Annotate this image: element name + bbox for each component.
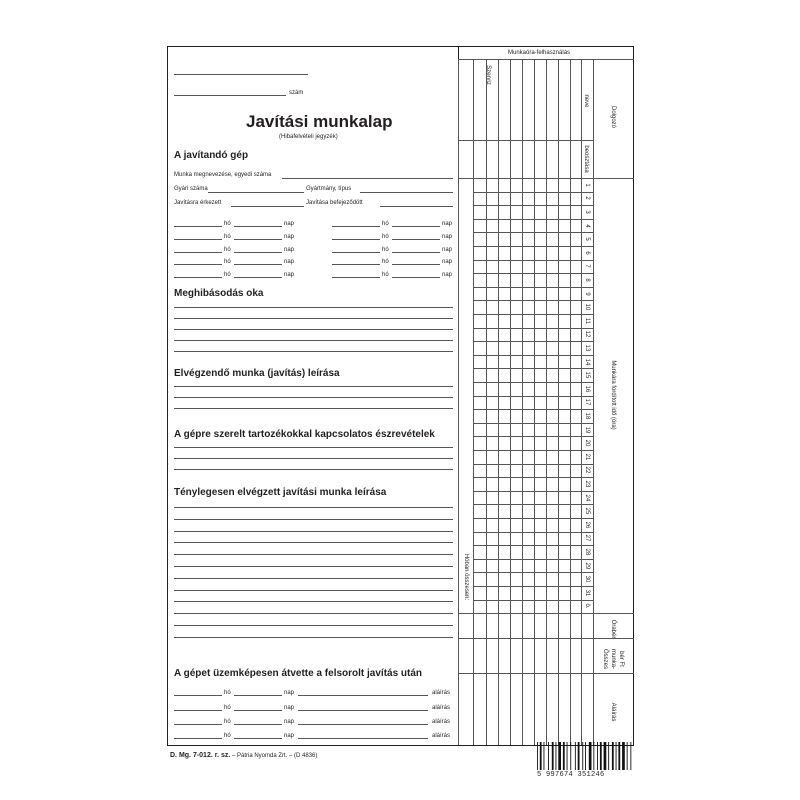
day-row-line xyxy=(473,436,593,437)
accept-day-field[interactable] xyxy=(234,738,282,739)
day-field[interactable] xyxy=(234,239,282,240)
day-row-line xyxy=(473,232,593,233)
arrived-field[interactable] xyxy=(231,206,304,207)
day-row-line xyxy=(473,382,593,383)
day-label: nap xyxy=(442,259,453,265)
day-field[interactable] xyxy=(234,252,282,253)
accept-month-field[interactable] xyxy=(174,695,222,696)
write-line[interactable] xyxy=(174,329,453,330)
day-row-line xyxy=(473,532,593,533)
finished-field[interactable] xyxy=(380,206,453,207)
registry-line xyxy=(174,74,308,75)
work-to-do-heading: Elvégzendő munka (javítás) leírása xyxy=(174,368,340,379)
day-row-line xyxy=(473,192,593,193)
grid-line xyxy=(458,638,634,639)
write-line[interactable] xyxy=(174,578,453,579)
write-line[interactable] xyxy=(174,542,453,543)
gang-label: Szerviz xyxy=(485,65,491,85)
day-row-line xyxy=(473,572,593,573)
machine-heading: A javítandó gép xyxy=(174,150,249,161)
signature-label: aláírás xyxy=(432,705,451,711)
barcode-bar xyxy=(548,742,549,770)
barcode-bar xyxy=(630,742,631,770)
accept-day-label: nap xyxy=(284,719,295,725)
day-row-line xyxy=(473,355,593,356)
grid-column-line xyxy=(458,59,459,745)
write-line[interactable] xyxy=(174,351,453,352)
barcode-bar xyxy=(558,742,561,770)
work-name-field[interactable] xyxy=(282,178,453,179)
barcode-bar xyxy=(540,742,542,770)
day-number: 30 xyxy=(584,575,590,583)
write-line[interactable] xyxy=(174,507,453,508)
day-row-line xyxy=(473,477,593,478)
day-row-line xyxy=(473,260,593,261)
write-line[interactable] xyxy=(174,554,453,555)
hours-label: Munkára fordított idő (óra) xyxy=(610,360,616,430)
write-line[interactable] xyxy=(174,613,453,614)
barcode-bar xyxy=(618,742,620,770)
day-number: 5 xyxy=(584,237,590,241)
ean-number: 5 997674 351246 xyxy=(537,771,605,779)
name-label: neve xyxy=(583,94,589,108)
grid-line xyxy=(458,140,581,141)
barcode-bar xyxy=(552,742,554,770)
day-label: nap xyxy=(442,234,453,240)
signature-label: aláírás xyxy=(432,719,451,725)
day-row-line xyxy=(473,586,593,587)
day-row-line xyxy=(473,518,593,519)
accept-day-label: nap xyxy=(284,705,295,711)
day-row-line xyxy=(473,504,593,505)
day-field[interactable] xyxy=(392,239,440,240)
day-number: 8 xyxy=(584,278,590,282)
month-field[interactable] xyxy=(174,252,222,253)
arrived-label: Javításra érkezett xyxy=(174,200,222,206)
day-field[interactable] xyxy=(234,264,282,265)
day-number: ö. xyxy=(584,603,590,609)
day-label: nap xyxy=(284,247,295,253)
month-label: hó xyxy=(382,247,389,253)
write-line[interactable] xyxy=(174,340,453,341)
day-label: nap xyxy=(442,272,453,278)
grid-column-line xyxy=(593,59,594,745)
day-number: 2 xyxy=(584,196,590,201)
fault-cause-heading: Meghibásodás oka xyxy=(174,288,264,299)
day-number: 14 xyxy=(584,358,590,365)
day-label: nap xyxy=(284,259,295,265)
work-name-label: Munka megnevezése, egyedi száma xyxy=(174,172,272,178)
grid-column-line xyxy=(473,59,474,745)
accept-month-label: hó xyxy=(224,719,231,725)
month-field[interactable] xyxy=(174,264,222,265)
day-number: 10 xyxy=(584,303,590,311)
signature-label: aláírás xyxy=(432,690,451,696)
grid-top-header: Munkaóra-felhasználás xyxy=(508,50,571,56)
day-row-line xyxy=(473,287,593,288)
month-label: hó xyxy=(382,234,389,240)
day-label: nap xyxy=(284,234,295,240)
day-number: 7 xyxy=(584,264,590,269)
day-label: nap xyxy=(284,221,295,227)
barcode-bar xyxy=(585,742,586,770)
day-number: 31 xyxy=(584,589,590,597)
day-row-line xyxy=(473,341,593,342)
finished-label: Javítása befejeződött xyxy=(306,200,363,206)
make-label: Gyártmány, típus xyxy=(306,186,352,192)
accept-day-label: nap xyxy=(284,733,295,739)
form-footer xyxy=(170,752,317,759)
grid-column-line xyxy=(522,59,523,745)
grid-column-line xyxy=(510,59,511,745)
day-field[interactable] xyxy=(392,264,440,265)
grid-line xyxy=(458,673,634,674)
accept-month-label: hó xyxy=(224,690,231,696)
accept-month-label: hó xyxy=(224,733,231,739)
day-row-line xyxy=(473,219,593,220)
day-field[interactable] xyxy=(234,226,282,227)
write-line[interactable] xyxy=(174,386,453,387)
day-row-line xyxy=(473,205,593,206)
day-number: 23 xyxy=(584,480,590,488)
month-label: hó xyxy=(224,221,231,227)
month-field[interactable] xyxy=(332,277,380,278)
month-field[interactable] xyxy=(332,239,380,240)
day-row-line xyxy=(473,559,593,560)
month-field[interactable] xyxy=(332,226,380,227)
day-field[interactable] xyxy=(392,277,440,278)
month-field[interactable] xyxy=(174,277,222,278)
write-line[interactable] xyxy=(174,408,453,409)
day-number: 16 xyxy=(584,385,590,393)
day-number: 1 xyxy=(584,183,590,187)
monthly-total-label: Hóban összesen: xyxy=(463,553,469,601)
day-number: 6 xyxy=(584,251,590,255)
month-label: hó xyxy=(224,247,231,253)
make-field[interactable] xyxy=(360,192,453,193)
signature-field[interactable] xyxy=(298,724,428,725)
barcode-bar xyxy=(622,742,625,770)
day-row-line xyxy=(473,600,593,601)
grid-column-line xyxy=(581,59,582,745)
barcode-bar xyxy=(556,742,557,770)
barcode-bar xyxy=(616,742,617,770)
work-done-heading: Ténylegesen elvégzett javítási munka leírása xyxy=(174,487,387,498)
accept-day-label: nap xyxy=(284,690,295,696)
accessories-heading: A gépre szerelt tartozékokkal kapcsolatos észrevételek xyxy=(174,429,435,440)
day-label: nap xyxy=(442,247,453,253)
barcode-bar xyxy=(567,742,568,770)
signature-label: aláírás xyxy=(432,733,451,739)
acceptance-heading: A gépet üzemképesen átvette a felsorolt javítás után xyxy=(174,668,423,679)
day-number: 11 xyxy=(584,317,590,324)
day-label: nap xyxy=(442,221,453,227)
number-label: szám xyxy=(289,90,304,96)
grid-line xyxy=(458,613,634,614)
serial-field[interactable] xyxy=(208,192,304,193)
accept-month-label: hó xyxy=(224,705,231,711)
grid-column-line xyxy=(546,59,547,745)
repair-worksheet-form xyxy=(167,46,634,746)
write-line[interactable] xyxy=(174,566,453,567)
day-number: 20 xyxy=(584,439,590,447)
day-row-line xyxy=(473,246,593,247)
day-number: 22 xyxy=(584,467,590,474)
day-number: 3 xyxy=(584,210,590,214)
day-row-line xyxy=(473,328,593,329)
barcode-bar xyxy=(578,742,580,770)
barcode-bar xyxy=(608,742,609,770)
day-field[interactable] xyxy=(392,252,440,253)
write-line[interactable] xyxy=(174,469,453,470)
day-number: 27 xyxy=(584,535,590,542)
total-wage-label-2: munka- xyxy=(610,648,616,670)
day-number: 21 xyxy=(584,453,590,461)
day-field[interactable] xyxy=(234,277,282,278)
day-number: 12 xyxy=(584,331,590,338)
total-wage-label-1: Összes xyxy=(602,648,608,670)
signature-column-label: Aláírás xyxy=(610,702,616,722)
barcode-bar xyxy=(537,742,538,770)
grid-column-line xyxy=(498,59,499,745)
accept-month-field[interactable] xyxy=(174,738,222,739)
number-line xyxy=(174,95,286,96)
month-label: hó xyxy=(224,234,231,240)
day-number: 15 xyxy=(584,371,590,379)
signature-field[interactable] xyxy=(298,695,428,696)
day-number: 24 xyxy=(584,494,590,501)
write-line[interactable] xyxy=(174,397,453,398)
day-row-line xyxy=(473,300,593,301)
write-line[interactable] xyxy=(174,519,453,520)
barcode-bar xyxy=(600,742,602,770)
barcode-bar xyxy=(563,742,565,770)
day-row-line xyxy=(473,423,593,424)
month-label: hó xyxy=(224,259,231,265)
grid-column-line xyxy=(534,59,535,745)
day-number: 4 xyxy=(584,223,590,228)
day-row-line xyxy=(473,491,593,492)
barcode-bar xyxy=(589,742,592,770)
form-subtitle: (Hibafelvételi jegyzék) xyxy=(279,134,338,140)
write-line[interactable] xyxy=(174,601,453,602)
hourly-wage-label: Órabér xyxy=(610,619,616,639)
day-row-line xyxy=(473,368,593,369)
total-wage-label-3: bér Ft xyxy=(618,651,624,667)
write-line[interactable] xyxy=(174,531,453,532)
accept-day-field[interactable] xyxy=(234,724,282,725)
day-row-line xyxy=(473,409,593,410)
write-line[interactable] xyxy=(174,447,453,448)
day-number: 29 xyxy=(584,562,590,569)
day-number: 25 xyxy=(584,507,590,515)
day-number: 19 xyxy=(584,426,590,433)
day-number: 26 xyxy=(584,521,590,529)
signature-field[interactable] xyxy=(298,738,428,739)
barcode-bar xyxy=(597,742,598,770)
write-line[interactable] xyxy=(174,318,453,319)
month-field[interactable] xyxy=(332,252,380,253)
barcode-bar xyxy=(570,742,571,770)
day-row-line xyxy=(473,314,593,315)
form-title: Javítási munkalap xyxy=(246,112,393,131)
barcode-bar xyxy=(604,742,607,770)
day-label: nap xyxy=(284,272,295,278)
grid-line xyxy=(581,140,593,141)
day-number: 18 xyxy=(584,412,590,420)
barcode xyxy=(535,742,635,772)
accept-month-field[interactable] xyxy=(174,724,222,725)
day-row-line xyxy=(473,545,593,546)
grid-line xyxy=(458,178,634,179)
grid-column-line xyxy=(486,59,487,745)
write-line[interactable] xyxy=(174,637,453,638)
month-label: hó xyxy=(382,221,389,227)
accept-month-field[interactable] xyxy=(174,710,222,711)
day-number: 28 xyxy=(584,548,590,556)
month-label: hó xyxy=(382,259,389,265)
day-row-line xyxy=(473,464,593,465)
write-line[interactable] xyxy=(174,458,453,459)
serial-label: Gyári száma xyxy=(174,186,208,192)
barcode-bar xyxy=(627,742,628,770)
month-label: hó xyxy=(382,272,389,278)
day-row-line xyxy=(473,273,593,274)
day-number: 17 xyxy=(584,399,590,406)
barcode-bar xyxy=(544,742,545,770)
day-number: 13 xyxy=(584,344,590,352)
position-label: beosztása xyxy=(583,145,589,173)
worker-label: Dolgozó xyxy=(610,105,616,129)
month-field[interactable] xyxy=(332,264,380,265)
barcode-bar xyxy=(612,742,614,770)
write-line[interactable] xyxy=(174,307,453,308)
barcode-bar xyxy=(593,742,594,770)
accept-day-field[interactable] xyxy=(234,710,282,711)
day-field[interactable] xyxy=(392,226,440,227)
day-number: 9 xyxy=(584,291,590,296)
grid-line xyxy=(458,59,634,60)
day-row-line xyxy=(473,396,593,397)
barcode-bar xyxy=(575,742,576,770)
write-line[interactable] xyxy=(174,590,453,591)
month-field[interactable] xyxy=(174,239,222,240)
signature-field[interactable] xyxy=(298,710,428,711)
publisher-info: – Pátria Nyomda Zrt. – (D 4836) xyxy=(231,753,318,759)
accept-day-field[interactable] xyxy=(234,695,282,696)
day-row-line xyxy=(473,450,593,451)
month-label: hó xyxy=(224,272,231,278)
month-field[interactable] xyxy=(174,226,222,227)
form-code: D. Mg. 7-012. r. sz. xyxy=(170,752,231,759)
grid-column-line xyxy=(570,59,571,745)
grid-column-line xyxy=(558,59,559,745)
write-line[interactable] xyxy=(174,625,453,626)
barcode-bar xyxy=(582,742,583,770)
